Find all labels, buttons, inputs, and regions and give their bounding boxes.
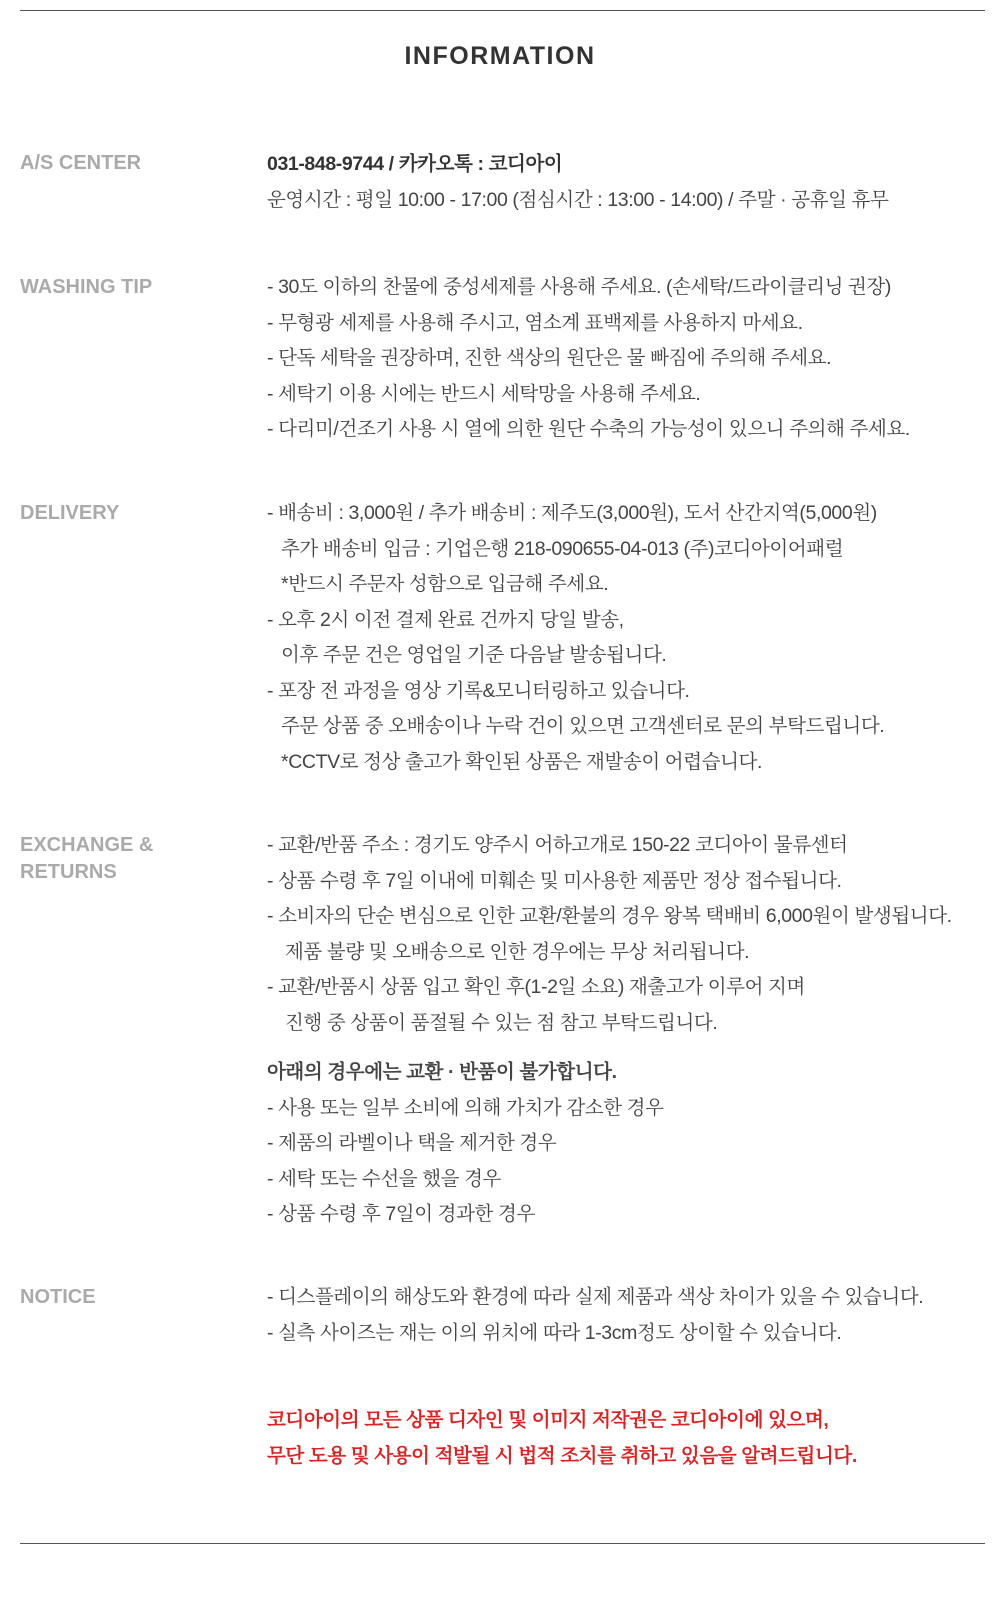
list-item: - 오후 2시 이전 결제 완료 건까지 당일 발송,	[267, 608, 624, 631]
list-item: 추가 배송비 입금 : 기업은행 218-090655-04-013 (주)코디아이어패럴	[281, 537, 844, 560]
list-item: - 제품의 라벨이나 택을 제거한 경우	[267, 1132, 557, 1154]
list-item: - 상품 수령 후 7일이 경과한 경우	[267, 1203, 535, 1225]
label-line: EXCHANGE &	[20, 834, 154, 856]
list-item: - 배송비 : 3,000원 / 추가 배송비 : 제주도(3,000원), 도서 산간지역(5,000원)	[267, 502, 877, 524]
list-item: - 상품 수령 후 7일 이내에 미훼손 및 미사용한 제품만 정상 접수됩니다.	[267, 869, 842, 892]
list-item: - 세탁 또는 수선을 했을 경우	[267, 1167, 501, 1190]
list-item: 주문 상품 중 오배송이나 누락 건이 있으면 고객센터로 문의 부탁드립니다.	[281, 715, 885, 737]
list-item: - 교환/반품 주소 : 경기도 양주시 어하고개로 150-22 코디아이 물류센터	[267, 834, 848, 856]
copyright-warning: 코디아이의 모든 상품 디자인 및 이미지 저작권은 코디아이에 있으며,	[267, 1409, 829, 1431]
section-label: WASHING TIP	[20, 276, 153, 298]
bottom-divider	[20, 1543, 985, 1544]
list-item: - 소비자의 단순 변심으로 인한 교환/환불의 경우 왕복 택배비 6,000원이 발생됩니다.	[267, 905, 952, 927]
list-item: - 포장 전 과정을 영상 기록&모니터링하고 있습니다.	[267, 679, 690, 702]
page-title: INFORMATION	[404, 42, 596, 70]
section-label: DELIVERY	[20, 502, 120, 524]
list-item: *CCTV로 정상 출고가 확인된 상품은 재발송이 어렵습니다.	[281, 750, 762, 773]
list-item: - 실측 사이즈는 재는 이의 위치에 따라 1-3cm정도 상이할 수 있습니다.	[267, 1321, 842, 1344]
list-item: - 사용 또는 일부 소비에 의해 가치가 감소한 경우	[267, 1096, 664, 1119]
contact-line: 031-848-9744 / 카카오톡 : 코디아이	[267, 153, 563, 175]
list-item: 진행 중 상품이 품절될 수 있는 점 참고 부탁드립니다.	[285, 1011, 718, 1034]
section-label	[20, 832, 220, 886]
list-item: - 교환/반품시 상품 입고 확인 후(1-2일 소요) 재출고가 이루어 지며	[267, 976, 805, 998]
top-divider	[20, 10, 985, 11]
list-item: 제품 불량 및 오배송으로 인한 경우에는 무상 처리됩니다.	[285, 940, 750, 963]
hours-line: 운영시간 : 평일 10:00 - 17:00 (점심시간 : 13:00 - 14:00) / 주말 · 공휴일 휴무	[267, 188, 889, 211]
list-item: - 세탁기 이용 시에는 반드시 세탁망을 사용해 주세요.	[267, 382, 701, 405]
list-item: - 다리미/건조기 사용 시 열에 의한 원단 수축의 가능성이 있으니 주의해 주세요.	[267, 418, 910, 440]
list-item: - 무형광 세제를 사용해 주시고, 염소계 표백제를 사용하지 마세요.	[267, 311, 803, 334]
list-item: - 디스플레이의 해상도와 환경에 따라 실제 제품과 색상 차이가 있을 수 있습니다.	[267, 1286, 924, 1308]
list-item: - 30도 이하의 찬물에 중성세제를 사용해 주세요. (손세탁/드라이클리닝 권장)	[267, 276, 892, 298]
copyright-warning: 무단 도용 및 사용이 적발될 시 법적 조치를 취하고 있음을 알려드립니다.	[267, 1444, 857, 1467]
list-item: 이후 주문 건은 영업일 기준 다음날 발송됩니다.	[281, 644, 667, 666]
not-allowed-heading: 아래의 경우에는 교환 · 반품이 불가합니다.	[267, 1061, 617, 1083]
section-label: A/S CENTER	[20, 152, 142, 174]
section-label: NOTICE	[20, 1286, 96, 1308]
list-item: *반드시 주문자 성함으로 입금해 주세요.	[281, 573, 609, 595]
list-item: - 단독 세탁을 권장하며, 진한 색상의 원단은 물 빠짐에 주의해 주세요.	[267, 347, 832, 369]
label-line: RETURNS	[20, 861, 117, 883]
